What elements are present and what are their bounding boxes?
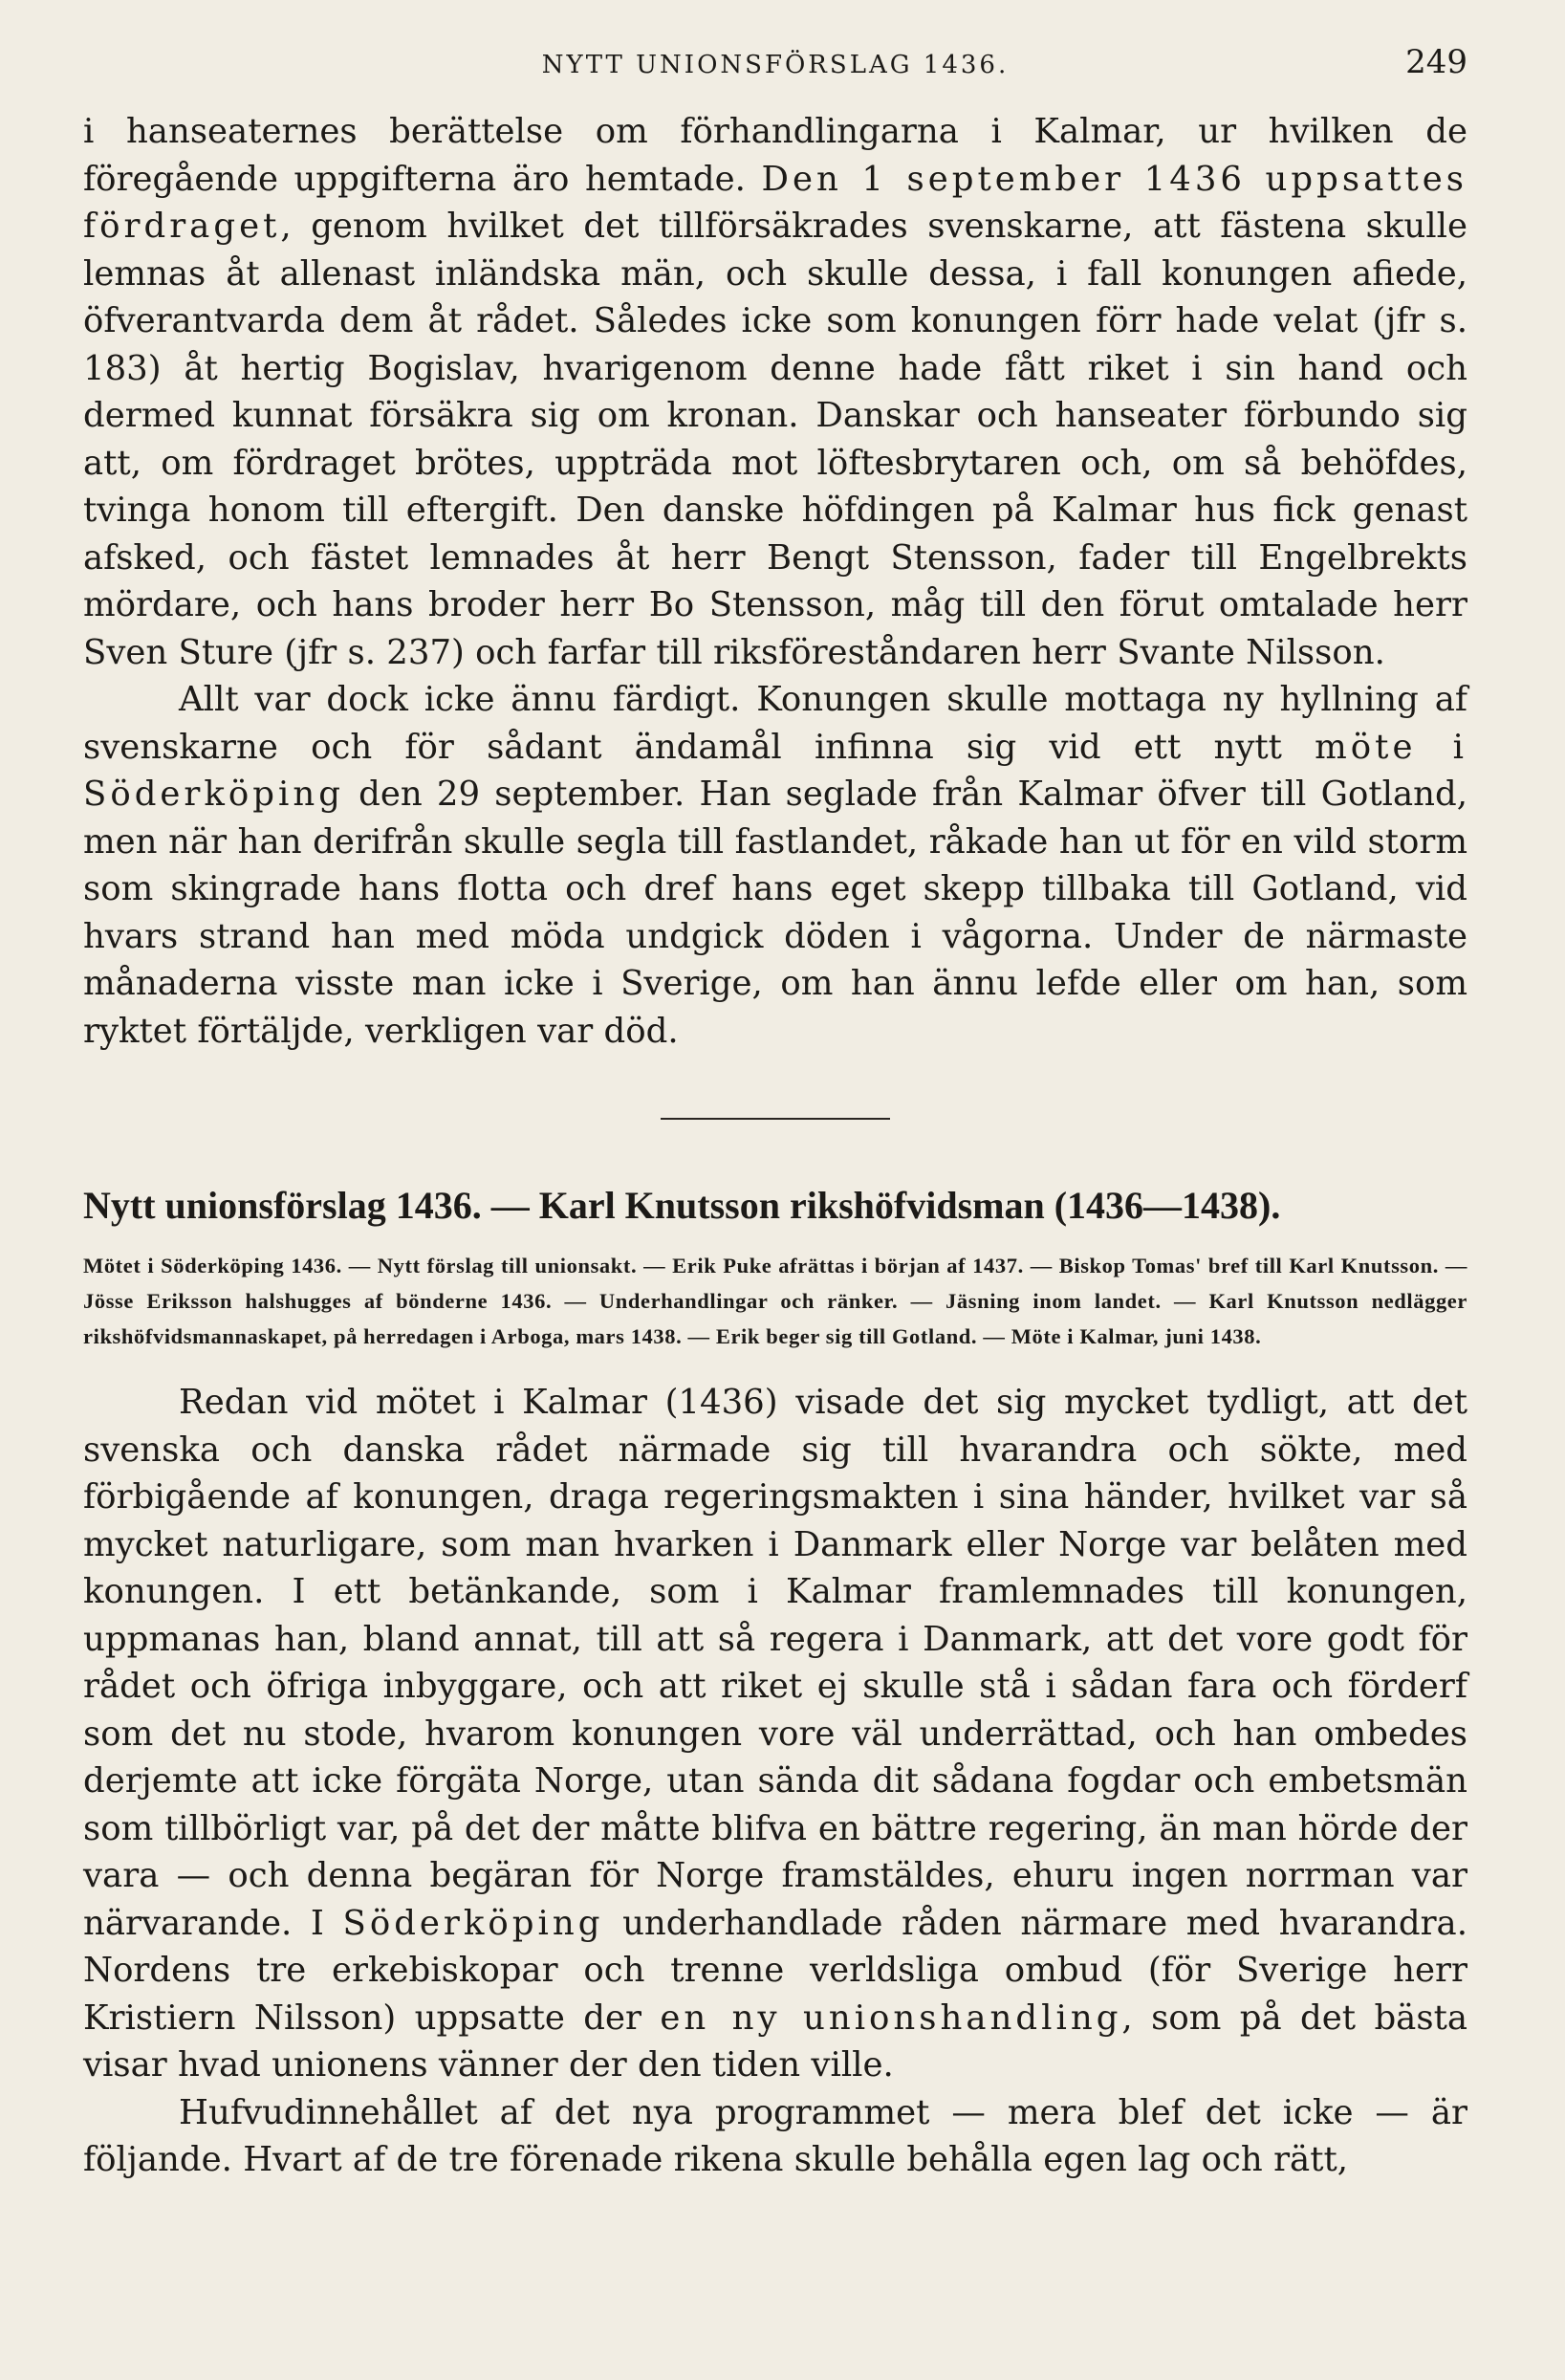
spaced-emphasis-mote: möte i Söderköping	[83, 727, 1467, 814]
spaced-emphasis-soderkoping: Söderköping	[342, 1903, 604, 1943]
paragraph-2-text-a: Allt var dock icke ännu färdigt. Konungen skulle mottaga ny hyllning af svenskarne och för sådant ändamål infinna sig vid ett nytt	[83, 680, 1467, 767]
running-title: NYTT UNIONSFÖRSLAG 1436.	[541, 51, 1010, 79]
paragraph-1-text-c: , genom hvilket det tillförsäkrades svenskarne, att fästena skulle lemnas åt allenast inländska män, och skulle dessa, i fall konungen afiede, öfverantvarda dem åt rådet. Således icke som konungen förr hade velat (jfr s. 183) åt hertig Bogislav, hvarigenom denne hade fått riket i sin hand och dermed kunnat försäkra sig om kronan. Danskar och hanseater förbundo sig att, om fördraget brötes, uppträda mot löftesbrytaren och, om så behöfdes, tvinga honom till eftergift. Den danske höfdingen på Kalmar hus fick genast afsked, och fästet lemnades åt herr Bengt Stensson, fader till Engelbrekts mördare, och hans broder herr Bo Stensson, måg till den förut omtalade herr Sven Sture (jfr s. 237) och farfar till riksföreståndaren herr Svante Nilsson.	[83, 207, 1467, 672]
chapter-heading: Nytt unionsförslag 1436. — Karl Knutsson rikshöfvidsman (1436—1438).	[83, 1184, 1281, 1227]
paragraph-4: Hufvudinnehållet af det nya programmet — mera blef det icke — är följande. Hvart af de tre förenade rikena skulle behålla egen lag och rätt,	[83, 2092, 1467, 2179]
paragraph-3-text-c: underhandlade råden närmare med hvarandra. Nordens tre erkebiskopar och trenne verldsliga ombud (för Sverige herr Kristiern Nilsson) uppsatte der	[83, 1903, 1467, 2038]
spaced-emphasis-fordraget: Den 1 september 1436 uppsattes fördraget	[83, 159, 1467, 246]
paragraph-1-text-a: i hanseaternes berättelse om förhandlingarna i Kalmar, ur hvilken de föregående uppgifterna äro hemtade.	[83, 112, 1467, 199]
spaced-emphasis-unionshandling: en ny unionshandling	[660, 1998, 1122, 2038]
paragraph-3-text-a: Redan vid mötet i Kalmar (1436) visade det sig mycket tydligt, att det svenska och danska rådet närmade sig till hvarandra och sökte, med förbigående af konungen, draga regeringsmakten i sina händer, hvilket var så mycket naturligare, som man hvarken i Danmark eller Norge var belåten med konungen. I ett betänkande, som i Kalmar framlemnades till konungen, uppmanas han, bland annat, till att så regera i Danmark, att det vore godt för rådet och öfriga inbyggare, och att riket ej skulle stå i sådan fara och förderf som det nu stode, hvarom konungen vore väl underrättad, och han ombedes derjemte att icke förgäta Norge, utan sända dit sådana fogdar och embetsmän som tillbörligt var, på det der måtte blifva en bättre regering, än man hörde der vara — och denna begäran för Norge framstäldes, ehuru ingen norrman var närvarande. I	[83, 1383, 1467, 1943]
paragraph-3-text-e: , som på det bästa visar hvad unionens vänner der den tiden ville.	[83, 1998, 1467, 2085]
paragraph-2	[83, 676, 1467, 1055]
paragraph-3	[83, 1379, 1467, 2089]
chapter-summary: Mötet i Söderköping 1436. — Nytt förslag till unionsakt. — Erik Puke afrättas i början af 1437. — Biskop Tomas' bref till Karl Knutsson. — Jösse Eriksson halshugges af bönderne 1436. — Underhandlingar och ränker. — Jäsning inom landet. — Karl Knutsson nedlägger rikshöfvidsmannaskapet, på herredagen i Arboga, mars 1438. — Erik beger sig till Gotland. — Möte i Kalmar, juni 1438.	[83, 1254, 1467, 1348]
section-divider	[661, 1118, 890, 1120]
paragraph-2-text-c: den 29 september. Han seglade från Kalmar öfver till Gotland, men när han derifrån skulle segla till fastlandet, råkade han ut för en vild storm som skingrade hans flotta och dref hans eget skepp tillbaka till Gotland, vid hvars strand han med möda undgick döden i vågorna. Under de närmaste månaderna visste man icke i Sverige, om han ännu lefde eller om han, som ryktet förtäljde, verkligen var död.	[83, 775, 1467, 1051]
paragraph-1	[83, 108, 1467, 676]
running-header	[83, 43, 1467, 91]
book-page	[83, 43, 1467, 2184]
page-number: 249	[1405, 43, 1467, 81]
